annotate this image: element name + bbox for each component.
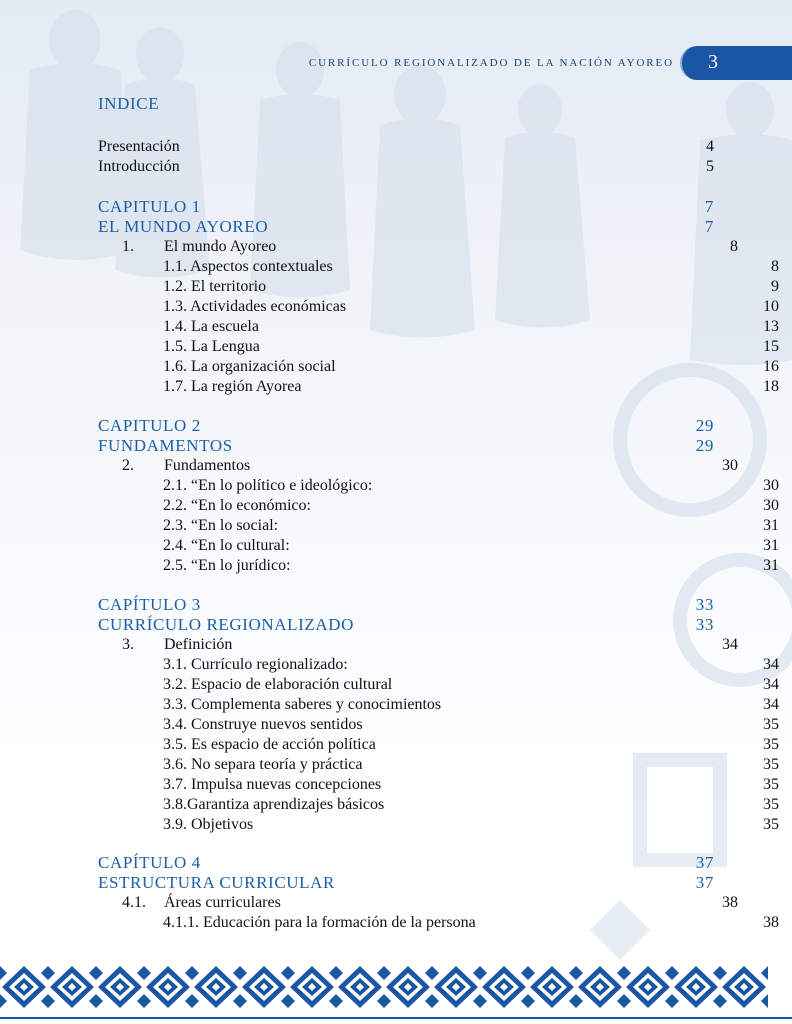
- index-title: INDICE: [98, 94, 160, 113]
- toc-entry-label: Presentación: [98, 138, 180, 155]
- chapter-1-label[interactable]: CAPITULO 1 7: [98, 197, 714, 216]
- toc-subsection[interactable]: 2.4. “En lo cultural: 31: [163, 537, 779, 554]
- toc-subsection[interactable]: 3.7. Impulsa nuevas concepciones 35: [163, 776, 779, 793]
- toc-subsection[interactable]: 3.3. Complementa saberes y conocimientos 34: [163, 696, 779, 713]
- toc-subsection[interactable]: 2.1. “En lo político e ideológico: 30: [163, 477, 779, 494]
- toc-entry-page: 5: [706, 158, 714, 175]
- toc-section-4[interactable]: 4.1. Áreas curriculares 38: [122, 894, 738, 911]
- chapter-3-title[interactable]: CURRÍCULO REGIONALIZADO 33: [98, 615, 714, 634]
- toc-subsection[interactable]: 1.3. Actividades económicas 10: [163, 298, 779, 315]
- toc-subsection[interactable]: 3.6. No separa teoría y práctica 35: [163, 756, 779, 773]
- chapter-4-title[interactable]: ESTRUCTURA CURRICULAR 37: [98, 873, 714, 892]
- toc-subsection[interactable]: 1.1. Aspectos contextuales 8: [163, 258, 779, 275]
- chapter-2-label[interactable]: CAPITULO 2 29: [98, 416, 714, 435]
- toc-subsection[interactable]: 1.6. La organización social 16: [163, 358, 779, 375]
- toc-section-3[interactable]: 3. Definición 34: [122, 636, 738, 653]
- page-number-tab: [680, 46, 792, 80]
- toc-section-2[interactable]: 2. Fundamentos 30: [122, 457, 738, 474]
- toc-subsection[interactable]: 1.7. La región Ayorea 18: [163, 378, 779, 395]
- chapter-2-title[interactable]: FUNDAMENTOS 29: [98, 436, 714, 455]
- toc-subsection[interactable]: 3.9. Objetivos 35: [163, 816, 779, 833]
- toc-subsection[interactable]: 3.5. Es espacio de acción política 35: [163, 736, 779, 753]
- running-header: [308, 46, 792, 80]
- toc-subsection[interactable]: 2.3. “En lo social: 31: [163, 517, 779, 534]
- toc-entry-label: Introducción: [98, 158, 180, 175]
- running-title: CURRÍCULO REGIONALIZADO DE LA NACIÓN AYOREO: [308, 57, 674, 69]
- toc-subsection[interactable]: 4.1.1. Educación para la formación de la persona 38: [163, 914, 779, 931]
- page-number: 3: [708, 51, 718, 73]
- toc-subsection[interactable]: 2.5. “En lo jurídico: 31: [163, 557, 779, 574]
- chapter-4-label[interactable]: CAPÍTULO 4 37: [98, 853, 714, 872]
- toc-subsection[interactable]: 1.5. La Lengua 15: [163, 338, 779, 355]
- toc-subsection[interactable]: 2.2. “En lo económico: 30: [163, 497, 779, 514]
- toc-subsection[interactable]: 3.2. Espacio de elaboración cultural 34: [163, 676, 779, 693]
- chapter-1-title[interactable]: EL MUNDO AYOREO 7: [98, 217, 714, 236]
- toc-subsection[interactable]: 1.2. El territorio 9: [163, 278, 779, 295]
- toc-entry-page: 4: [706, 138, 714, 155]
- bottom-divider: [0, 1017, 792, 1019]
- toc-subsection[interactable]: 3.4. Construye nuevos sentidos 35: [163, 716, 779, 733]
- chapter-3-label[interactable]: CAPÍTULO 3 33: [98, 595, 714, 614]
- toc-subsection[interactable]: 1.4. La escuela 13: [163, 318, 779, 335]
- toc-entry-introduccion[interactable]: [98, 157, 714, 177]
- decorative-border: [0, 964, 792, 1010]
- toc-subsection[interactable]: 3.8.Garantiza aprendizajes básicos 35: [163, 796, 779, 813]
- toc-section-1[interactable]: 1. El mundo Ayoreo 8: [122, 238, 738, 255]
- toc-subsection[interactable]: 3.1. Currículo regionalizado: 34: [163, 656, 779, 673]
- toc-entry-presentacion[interactable]: [98, 137, 714, 157]
